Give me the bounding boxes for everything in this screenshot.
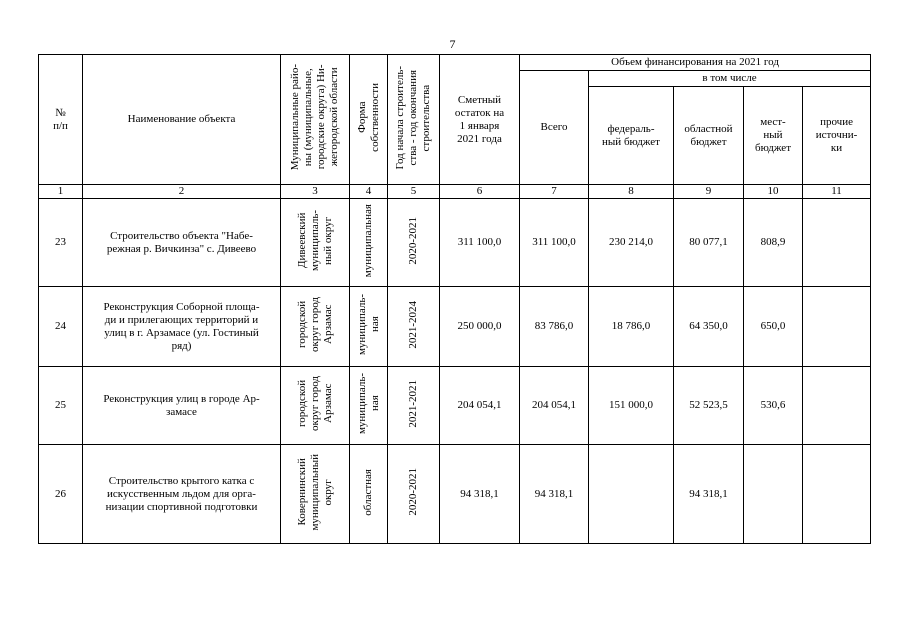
ownership-cell <box>350 367 388 445</box>
federal-value: 230 214,0 <box>589 199 674 287</box>
table-row <box>39 445 871 544</box>
ownership-cell <box>350 199 388 287</box>
column-number: 9 <box>674 185 744 199</box>
other-value <box>803 367 871 445</box>
district-text: городской округ город Арзамас <box>295 297 334 352</box>
years-cell <box>388 287 440 367</box>
total-value: 311 100,0 <box>520 199 589 287</box>
ownership-cell <box>350 445 388 544</box>
local-value: 650,0 <box>744 287 803 367</box>
district-cell <box>281 199 350 287</box>
row-number: 25 <box>39 367 83 445</box>
federal-value: 151 000,0 <box>589 367 674 445</box>
local-value: 808,9 <box>744 199 803 287</box>
district-cell <box>281 287 350 367</box>
header-col-total: Всего <box>520 71 589 185</box>
estimate-value: 94 318,1 <box>440 445 520 544</box>
years-text: 2020-2021 <box>407 468 419 516</box>
years-text: 2021-2021 <box>407 379 419 428</box>
district-text: Ковернинский муниципальный округ <box>295 453 334 531</box>
estimate-value: 311 100,0 <box>440 199 520 287</box>
table-row <box>39 199 871 287</box>
column-number: 7 <box>520 185 589 199</box>
years-cell <box>388 367 440 445</box>
header-col-district <box>281 55 350 185</box>
column-number: 3 <box>281 185 350 199</box>
total-value: 204 054,1 <box>520 367 589 445</box>
estimate-value: 204 054,1 <box>440 367 520 445</box>
object-name: Реконструкция улиц в городе Ар- замасе <box>83 367 281 445</box>
local-value: 530,6 <box>744 367 803 445</box>
page-number: 7 <box>449 37 456 51</box>
financing-table <box>38 54 871 544</box>
header-col-years <box>388 55 440 185</box>
years-cell <box>388 199 440 287</box>
regional-value: 52 523,5 <box>674 367 744 445</box>
regional-value: 64 350,0 <box>674 287 744 367</box>
other-value <box>803 199 871 287</box>
ownership-text: муниципаль- ная <box>355 293 381 356</box>
regional-value: 94 318,1 <box>674 445 744 544</box>
header-col-num: № п/п <box>39 55 83 185</box>
object-name: Строительство крытого катка с искусственным льдом для орга- низации спортивной подготовки <box>83 445 281 544</box>
regional-value: 80 077,1 <box>674 199 744 287</box>
row-number: 23 <box>39 199 83 287</box>
header-col-name: Наименование объекта <box>83 55 281 185</box>
column-number-row <box>39 185 871 199</box>
other-value <box>803 287 871 367</box>
object-name: Реконструкция Соборной площа- ди и прилегающих территорий и улиц в г. Арзамасе (ул. Гостиный ряд) <box>83 287 281 367</box>
row-number: 26 <box>39 445 83 544</box>
ownership-text: областная <box>362 468 374 516</box>
column-number: 5 <box>388 185 440 199</box>
column-number: 8 <box>589 185 674 199</box>
table-row <box>39 287 871 367</box>
ownership-text: муниципальная <box>362 203 374 278</box>
ownership-text: муниципаль- ная <box>355 372 381 435</box>
header-col-ownership-text: Форма собственности <box>355 83 381 152</box>
years-cell <box>388 445 440 544</box>
column-number: 4 <box>350 185 388 199</box>
table-row <box>39 367 871 445</box>
column-number: 2 <box>83 185 281 199</box>
federal-value <box>589 445 674 544</box>
years-text: 2020-2021 <box>407 216 419 265</box>
header-col-federal: федераль- ный бюджет <box>589 87 674 185</box>
header-col-estimate: Сметный остаток на 1 января 2021 года <box>440 55 520 185</box>
column-number: 1 <box>39 185 83 199</box>
header-col-district-text: Муниципальные райо- ны (муниципальные, городские округа) Ни- жегородской области <box>289 64 340 171</box>
total-value: 94 318,1 <box>520 445 589 544</box>
header-col-local: мест- ный бюджет <box>744 87 803 185</box>
object-name: Строительство объекта "Набе- режная р. Вичкинза" с. Дивеево <box>83 199 281 287</box>
header-col-years-text: Год начала строитель- ства - год окончания строительства <box>394 65 432 170</box>
federal-value: 18 786,0 <box>589 287 674 367</box>
other-value <box>803 445 871 544</box>
header-col-other: прочие источни- ки <box>803 87 871 185</box>
column-number: 10 <box>744 185 803 199</box>
header-col-ownership <box>350 55 388 185</box>
header-col-including: в том числе <box>589 71 871 87</box>
header-col-regional: областной бюджет <box>674 87 744 185</box>
column-number: 11 <box>803 185 871 199</box>
column-number: 6 <box>440 185 520 199</box>
local-value <box>744 445 803 544</box>
years-text: 2021-2024 <box>407 300 419 349</box>
district-text: городской округ город Арзамас <box>295 376 334 431</box>
row-number: 24 <box>39 287 83 367</box>
district-cell <box>281 445 350 544</box>
district-cell <box>281 367 350 445</box>
district-text: Дивеевский муниципаль- ный округ <box>295 209 334 272</box>
total-value: 83 786,0 <box>520 287 589 367</box>
estimate-value: 250 000,0 <box>440 287 520 367</box>
header-col-financing: Объем финансирования на 2021 год <box>520 55 871 71</box>
ownership-cell <box>350 287 388 367</box>
